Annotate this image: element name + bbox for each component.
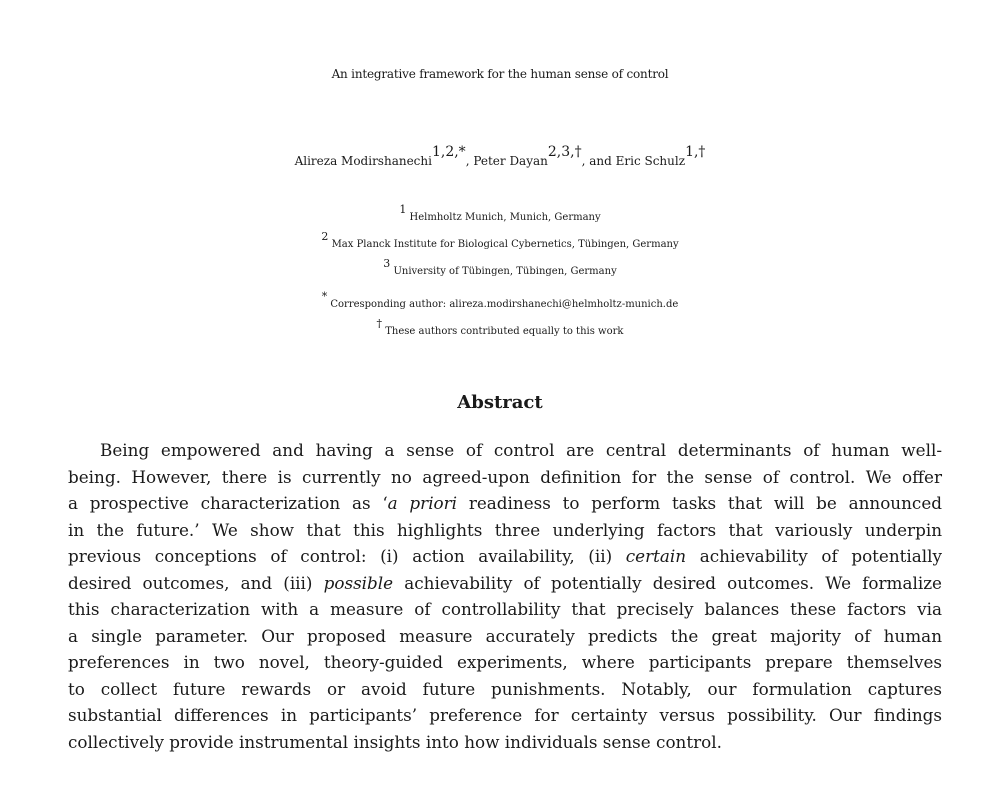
abstract-line xyxy=(68,623,942,650)
abstract-line xyxy=(68,676,942,703)
abstract-body xyxy=(68,437,942,755)
abstract-emphasis: possible xyxy=(323,572,394,593)
abstract-line xyxy=(68,702,942,729)
author-affiliation-marks: 2,3,† xyxy=(547,144,582,160)
affiliation-mark: 1 xyxy=(399,203,407,216)
affiliation-text: Max Planck Institute for Biological Cybernetics, Tübingen, Germany xyxy=(331,239,679,250)
abstract-heading: Abstract xyxy=(457,392,543,413)
abstract-line xyxy=(68,490,942,517)
equal-contribution-note xyxy=(0,318,1000,345)
abstract-text: achievability of potentially xyxy=(686,546,942,566)
author-name: Peter Dayan xyxy=(473,154,548,168)
abstract-line xyxy=(68,437,942,464)
author-separator: , and xyxy=(581,154,616,168)
paper-title: An integrative framework for the human sense of control xyxy=(331,67,669,81)
affiliation-line xyxy=(0,204,1000,231)
abstract-text: in the future.’ We show that this highlights three underlying factors that variously underpin xyxy=(68,519,942,540)
corresponding-author-note xyxy=(0,291,1000,318)
note-mark: † xyxy=(376,317,383,330)
abstract-text: desired outcomes, and (iii) xyxy=(68,572,324,593)
note-text: These authors contributed equally to this work xyxy=(385,326,624,337)
abstract-text: achievability of potentially desired outcomes. We formalize xyxy=(393,572,942,593)
author-affiliation-marks: 1,2,* xyxy=(431,144,466,160)
affiliations-block xyxy=(0,204,1000,345)
abstract-text: readiness to perform tasks that will be announced xyxy=(457,493,942,513)
author-name: Alireza Modirshanechi xyxy=(294,154,432,168)
affiliation-text: Helmholtz Munich, Munich, Germany xyxy=(409,212,601,223)
affiliation-mark: 2 xyxy=(321,230,329,243)
abstract-text: a single parameter. Our proposed measure accurately predicts the great majority of human xyxy=(68,625,942,646)
abstract-text: being. However, there is currently no agreed-upon definition for the sense of control. We offer xyxy=(68,466,942,487)
abstract-line xyxy=(68,596,942,623)
abstract-text: a prospective characterization as ‘ xyxy=(68,493,388,513)
abstract-emphasis: a priori xyxy=(387,493,458,513)
author-name: Eric Schulz xyxy=(615,154,686,168)
abstract-line xyxy=(68,464,942,491)
abstract-text: preferences in two novel, theory-guided experiments, where participants prepare themselves xyxy=(68,652,942,672)
abstract-line xyxy=(68,570,942,597)
abstract-line xyxy=(68,729,942,756)
abstract-line xyxy=(68,517,942,544)
abstract-text: substantial differences in participants’ preference for certainty versus possibility. Our findings xyxy=(68,705,942,725)
abstract-text: to collect future rewards or avoid future punishments. Notably, our formulation captures xyxy=(68,678,942,699)
abstract-line xyxy=(68,543,942,570)
author-list xyxy=(0,144,1000,178)
author-separator: , xyxy=(465,154,474,168)
abstract-text: this characterization with a measure of controllability that precisely balances these factors via xyxy=(68,599,942,619)
affiliation-mark: 3 xyxy=(383,257,391,270)
note-text: Corresponding author: alireza.modirshanechi@helmholtz-munich.de xyxy=(330,299,679,310)
note-mark: * xyxy=(321,290,328,303)
affiliation-line xyxy=(0,231,1000,258)
affiliation-line xyxy=(0,258,1000,285)
abstract-emphasis: certain xyxy=(625,546,687,566)
affiliation-text: University of Tübingen, Tübingen, Germany xyxy=(393,266,617,277)
author-affiliation-marks: 1,† xyxy=(685,144,706,160)
abstract-text: Being empowered and having a sense of control are central determinants of human well- xyxy=(100,440,942,460)
abstract-text: collectively provide instrumental insights into how individuals sense control. xyxy=(68,731,722,752)
abstract-text: previous conceptions of control: (i) action availability, (ii) xyxy=(68,546,626,566)
abstract-line xyxy=(68,649,942,676)
